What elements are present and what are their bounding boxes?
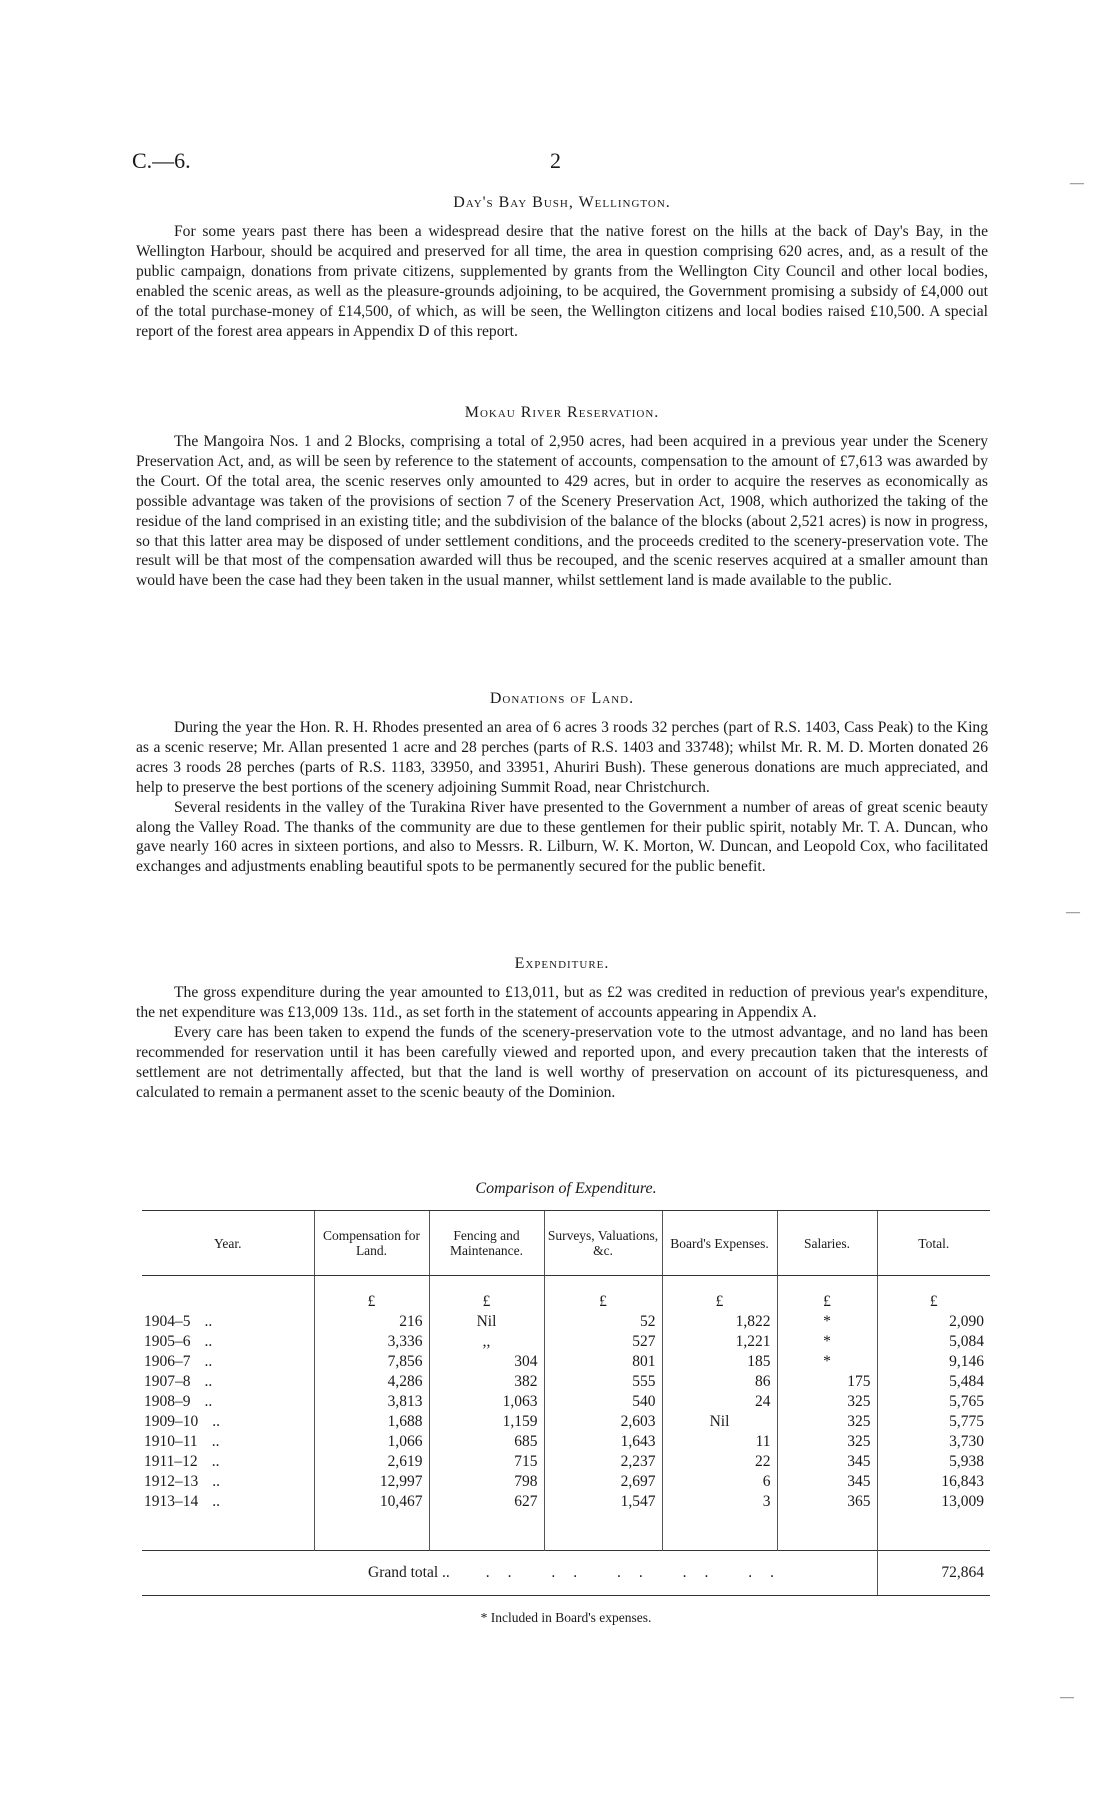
year-label: 1911–12 <box>144 1453 198 1470</box>
year-label: 1905–6 <box>144 1333 191 1350</box>
year-cell <box>142 1312 314 1332</box>
value-cell: 5,765 <box>877 1392 990 1412</box>
value-cell: 382 <box>429 1372 544 1392</box>
value-cell: * <box>777 1332 877 1352</box>
unit-cell: £ <box>314 1276 429 1313</box>
value-cell: 345 <box>777 1452 877 1472</box>
value-cell: 9,146 <box>877 1352 990 1372</box>
table-row <box>142 1312 990 1332</box>
column-header: Surveys, Valuations, &c. <box>544 1211 662 1276</box>
dot-leader: .. <box>204 1393 213 1410</box>
value-cell: 2,237 <box>544 1452 662 1472</box>
table-body <box>142 1276 990 1596</box>
grand-total-label: Grand total .. <box>368 1564 450 1581</box>
unit-cell: £ <box>544 1276 662 1313</box>
value-cell: Nil <box>662 1412 777 1432</box>
value-cell: 11 <box>662 1432 777 1452</box>
year-label: 1910–11 <box>144 1433 198 1450</box>
value-cell: 1,688 <box>314 1412 429 1432</box>
dot-leader: .. <box>211 1453 220 1470</box>
dot-leader: .. .. .. .. .. <box>485 1564 793 1581</box>
paragraph: For some years past there has been a widespread desire that the native forest on the hills at the back of Day's Bay, in the Wellington Harbour, should be acquired and preserved for all time, the area in question comprising 620 acres, and, as a result of the public campaign, donations from private citizens, supplemented by grants from the Wellington City Council and other local bodies, enabled the scenic areas, as well as the pleasure-grounds adjoining, to be acquired, the Government promising a subsidy of £4,000 out of the total purchase-money of £14,500, of which, as will be seen, the Wellington citizens and local bodies raised £10,500. A special report of the forest area appears in Appendix D of this report. <box>136 223 988 340</box>
value-cell: 540 <box>544 1392 662 1412</box>
dot-leader: .. <box>204 1333 213 1350</box>
margin-mark: — <box>1066 905 1080 920</box>
value-cell: 715 <box>429 1452 544 1472</box>
table-caption: Comparison of Expenditure. <box>475 1180 657 1197</box>
margin-mark: — <box>1070 176 1084 191</box>
value-cell: 5,084 <box>877 1332 990 1352</box>
value-cell: * <box>777 1352 877 1372</box>
value-cell: ,, <box>429 1332 544 1352</box>
spacer-cell <box>662 1512 777 1551</box>
margin-mark: — <box>1060 1690 1074 1705</box>
value-cell: 52 <box>544 1312 662 1332</box>
dot-leader: .. <box>204 1373 213 1390</box>
unit-cell: £ <box>429 1276 544 1313</box>
section-heading: Day's Bay Bush, Wellington. <box>453 194 671 211</box>
dot-leader: .. <box>212 1413 220 1430</box>
value-cell: 801 <box>544 1352 662 1372</box>
year-label: 1912–13 <box>144 1473 199 1490</box>
column-header: Salaries. <box>777 1211 877 1276</box>
value-cell: 5,484 <box>877 1372 990 1392</box>
value-cell: 345 <box>777 1472 877 1492</box>
value-cell: 325 <box>777 1432 877 1452</box>
year-label: 1909–10 <box>144 1413 199 1430</box>
year-label: 1907–8 <box>144 1373 191 1390</box>
value-cell: 13,009 <box>877 1492 990 1512</box>
value-cell: 2,603 <box>544 1412 662 1432</box>
value-cell: 1,063 <box>429 1392 544 1412</box>
section-heading: Expenditure. <box>514 955 610 972</box>
value-cell: * <box>777 1312 877 1332</box>
table-row <box>142 1412 990 1432</box>
spacer-cell <box>142 1512 314 1551</box>
value-cell: 10,467 <box>314 1492 429 1512</box>
spacer-cell <box>877 1512 990 1551</box>
value-cell: 4,286 <box>314 1372 429 1392</box>
value-cell: 1,066 <box>314 1432 429 1452</box>
value-cell: 86 <box>662 1372 777 1392</box>
value-cell: 1,643 <box>544 1432 662 1452</box>
value-cell: Nil <box>429 1312 544 1332</box>
spacer-cell <box>314 1512 429 1551</box>
year-cell <box>142 1352 314 1372</box>
value-cell: 175 <box>777 1372 877 1392</box>
value-cell: 22 <box>662 1452 777 1472</box>
section-heading: Donations of Land. <box>489 690 635 707</box>
year-cell <box>142 1392 314 1412</box>
paragraph: The gross expenditure during the year amounted to £13,011, but as £2 was credited in reduction of previous year's expenditure, the net expenditure was £13,009 13s. 11d., as set forth in the statement of accounts appearing in Appendix A. <box>136 984 988 1021</box>
year-label: 1908–9 <box>144 1393 191 1410</box>
value-cell: 7,856 <box>314 1352 429 1372</box>
table-row <box>142 1332 990 1352</box>
table-row <box>142 1392 990 1412</box>
unit-cell: £ <box>877 1276 990 1313</box>
page-number: 2 <box>550 148 561 173</box>
value-cell: 1,221 <box>662 1332 777 1352</box>
paragraph: Several residents in the valley of the Turakina River have presented to the Government a number of areas of great scenic beauty along the Valley Road. The thanks of the community are due to these gentlemen for their public spirit, notably Mr. T. A. Duncan, who gave nearly 160 acres in sixteen portions, and also to Messrs. R. Lilburn, W. K. Morton, W. Duncan, and Leopold Cox, who facilitated exchanges and adjustments enabling beautiful spots to be permanently secured for the public benefit. <box>136 798 988 876</box>
spacer-cell <box>429 1512 544 1551</box>
value-cell: 3,813 <box>314 1392 429 1412</box>
year-cell <box>142 1472 314 1492</box>
value-cell: 185 <box>662 1352 777 1372</box>
value-cell: 555 <box>544 1372 662 1392</box>
value-cell: 16,843 <box>877 1472 990 1492</box>
grand-total-label-cell <box>142 1551 877 1596</box>
section-heading: Mokau River Reservation. <box>464 404 660 421</box>
paragraph: During the year the Hon. R. H. Rhodes presented an area of 6 acres 3 roods 32 perches (part of R.S. 1403, Cass Peak) to the King as a scenic reserve; Mr. Allan presented 1 acre and 28 perches (parts of R.S. 1403 and 33748); whilst Mr. R. M. D. Morten donated 26 acres 3 roods 28 perches (parts of R.S. 1183, 33950, and 33951, Ahuriri Bush). These generous donations are much appreciated, and help to preserve the best portions of the scenery adjoining Summit Road, near Christchurch. <box>136 719 988 796</box>
table-footnote: * Included in Board's expenses. <box>480 1610 652 1625</box>
table-row <box>142 1472 990 1492</box>
section-days-bay-bush <box>136 194 988 341</box>
year-cell <box>142 1492 314 1512</box>
paragraph: Every care has been taken to expend the funds of the scenery-preservation vote to the utmost advantage, and no land has been recommended for reservation until it has been carefully viewed and reported upon, and every precaution taken that the interests of settlement are not detrimentally affected, but that the land is well worthy of preservation on account of its picturesqueness, and calculated to remain a permanent asset to the scenic beauty of the Dominion. <box>136 1023 988 1101</box>
grand-total-value: 72,864 <box>877 1551 990 1596</box>
value-cell: 2,697 <box>544 1472 662 1492</box>
page-header <box>132 148 992 178</box>
paragraph: The Mangoira Nos. 1 and 2 Blocks, comprising a total of 2,950 acres, had been acquired in a previous year under the Scenery Preservation Act, and, as will be seen by reference to the statement of accounts, compensation to the amount of £7,613 was awarded by the Court. Of the total area, the scenic reserves only amounted to 429 acres, but in order to acquire the reserves as economically as possible advantage was taken of the provisions of section 7 of the Scenery Preservation Act, 1908, which authorized the taking of the residue of the land comprised in an existing title; and the subdivision of the balance of the blocks (about 2,521 acres) is now in progress, so that this latter area may be disposed of under settlement conditions, and the proceeds credited to the scenery-preservation vote. The result will be that most of the compensation awarded will thus be recouped, and the scenic reserves acquired at a smaller amount than would have been the case had they been taken in the usual manner, whilst settlement land is made available to the public. <box>136 433 988 590</box>
value-cell: 365 <box>777 1492 877 1512</box>
unit-cell <box>142 1276 314 1313</box>
expenditure-table <box>142 1210 990 1596</box>
value-cell: 1,159 <box>429 1412 544 1432</box>
value-cell: 3 <box>662 1492 777 1512</box>
value-cell: 24 <box>662 1392 777 1412</box>
column-header: Compensation for Land. <box>314 1211 429 1276</box>
value-cell: 304 <box>429 1352 544 1372</box>
table-row <box>142 1352 990 1372</box>
unit-cell: £ <box>662 1276 777 1313</box>
unit-cell: £ <box>777 1276 877 1313</box>
year-label: 1913–14 <box>144 1493 199 1510</box>
year-cell <box>142 1432 314 1452</box>
column-header: Total. <box>877 1211 990 1276</box>
table-header-row <box>142 1211 990 1276</box>
year-cell <box>142 1332 314 1352</box>
section-donations-of-land <box>136 690 988 877</box>
value-cell: 3,336 <box>314 1332 429 1352</box>
column-header: Fencing and Maintenance. <box>429 1211 544 1276</box>
dot-leader: .. <box>204 1313 213 1330</box>
section-expenditure <box>136 955 988 1102</box>
value-cell: 2,619 <box>314 1452 429 1472</box>
value-cell: 685 <box>429 1432 544 1452</box>
value-cell: 6 <box>662 1472 777 1492</box>
table-row <box>142 1492 990 1512</box>
year-cell <box>142 1452 314 1472</box>
dot-leader: .. <box>211 1433 220 1450</box>
dot-leader: .. <box>212 1473 220 1490</box>
value-cell: 5,938 <box>877 1452 990 1472</box>
column-header: Year. <box>142 1211 314 1276</box>
spacer-row <box>142 1512 990 1551</box>
year-cell <box>142 1372 314 1392</box>
table-row <box>142 1432 990 1452</box>
spacer-cell <box>777 1512 877 1551</box>
value-cell: 798 <box>429 1472 544 1492</box>
value-cell: 12,997 <box>314 1472 429 1492</box>
value-cell: 627 <box>429 1492 544 1512</box>
table-row <box>142 1372 990 1392</box>
expenditure-comparison <box>142 1180 990 1626</box>
value-cell: 2,090 <box>877 1312 990 1332</box>
grand-total-row <box>142 1551 990 1596</box>
value-cell: 325 <box>777 1392 877 1412</box>
spacer-cell <box>544 1512 662 1551</box>
value-cell: 3,730 <box>877 1432 990 1452</box>
value-cell: 216 <box>314 1312 429 1332</box>
value-cell: 5,775 <box>877 1412 990 1432</box>
year-label: 1906–7 <box>144 1353 191 1370</box>
section-mokau-river <box>136 404 988 591</box>
dot-leader: .. <box>212 1493 220 1510</box>
value-cell: 527 <box>544 1332 662 1352</box>
document-reference: C.—6. <box>132 148 191 173</box>
table-row <box>142 1452 990 1472</box>
value-cell: 1,822 <box>662 1312 777 1332</box>
dot-leader: .. <box>204 1353 213 1370</box>
value-cell: 325 <box>777 1412 877 1432</box>
year-label: 1904–5 <box>144 1313 191 1330</box>
value-cell: 1,547 <box>544 1492 662 1512</box>
column-header: Board's Expenses. <box>662 1211 777 1276</box>
units-row <box>142 1276 990 1313</box>
year-cell <box>142 1412 314 1432</box>
